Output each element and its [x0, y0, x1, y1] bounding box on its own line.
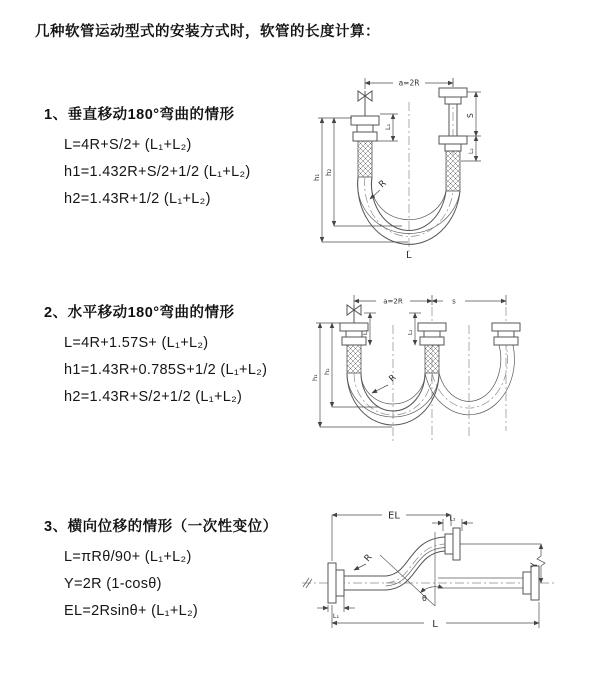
dim-label-l2: L₂: [468, 148, 475, 154]
section-2-formulas: [44, 330, 267, 411]
dim-label-l1: L₁: [363, 329, 369, 335]
section-2-heading: 2、水平移动180°弯曲的情形: [44, 305, 235, 321]
dim-label-y: Y: [530, 562, 540, 568]
dim-label-l: L: [432, 619, 438, 630]
radius-label: R: [387, 372, 399, 385]
valve-icon: [358, 91, 372, 116]
formula-line: h2=1.43R+S/2+1/2 (L₁+L₂): [64, 389, 243, 405]
formula-line: h2=1.43R+1/2 (L₁+L₂): [64, 191, 211, 207]
braided-hose-section: [446, 151, 460, 191]
formula-line: L=πRθ/90+ (L₁+L₂): [64, 549, 192, 565]
right-pipe-flange: [438, 566, 539, 600]
length-label: L: [406, 250, 412, 261]
hose-s-curve: [386, 537, 445, 590]
dim-label-l1: L₁: [384, 123, 392, 130]
dim-label-a2r: a=2R: [383, 297, 403, 306]
diagram-horizontal-180-bend: [308, 281, 588, 451]
braided-hose-section: [347, 345, 361, 373]
formula-line: h1=1.43R+0.785S+1/2 (L₁+L₂): [64, 362, 268, 378]
dim-label-h2: h₂: [325, 168, 333, 176]
dim-label-h1: h₁: [313, 173, 321, 181]
formula-line: h1=1.432R+S/2+1/2 (L₁+L₂): [64, 164, 251, 180]
dim-label-s: s: [452, 297, 456, 306]
upper-flange: [445, 528, 460, 560]
middle-pipe-flange: [418, 323, 446, 373]
angle-label-theta: θ: [422, 594, 427, 603]
right-pipe-flange: [439, 88, 467, 191]
section-vertical-180: [44, 103, 251, 213]
right-pipe-flange: [492, 323, 520, 345]
angle-construction: [380, 532, 443, 606]
formula-line: EL=2Rsinθ+ (L₁+L₂): [64, 603, 199, 619]
formula-line: L=4R+S/2+ (L₁+L₂): [64, 137, 192, 153]
diagram-lateral-displacement: [296, 498, 596, 646]
section-1-formulas: [44, 132, 251, 213]
page-title: 几种软管运动型式的安装方式时，软管的长度计算：: [35, 24, 380, 40]
radius-label: R: [377, 178, 389, 191]
dim-label-h2: h₂: [323, 368, 331, 375]
section-lateral-displacement: [44, 515, 278, 625]
dim-label-el: EL: [388, 510, 400, 522]
braided-hose-section: [425, 345, 439, 373]
dim-label-h1: h₁: [311, 374, 319, 381]
section-1-heading: 1、垂直移动180°弯曲的情形: [44, 107, 235, 123]
valve-icon: [347, 305, 361, 323]
section-horizontal-180: [44, 301, 267, 411]
dim-label-a2r: a=2R: [398, 78, 420, 88]
dim-label-l2: L₂: [408, 329, 414, 335]
braided-hose-section: [358, 141, 372, 177]
formula-line: Y=2R (1-cosθ): [64, 576, 162, 592]
section-3-formulas: [44, 544, 278, 625]
section-3-heading: 3、横向位移的情形（一次性变位）: [44, 519, 278, 535]
dim-label-l2: L₂: [449, 514, 456, 523]
formula-line: L=4R+1.57S+ (L₁+L₂): [64, 335, 209, 351]
dim-label-l1: L₁: [332, 612, 340, 620]
diagram-vertical-180-bend: [308, 66, 588, 261]
left-pipe-flange: [351, 116, 379, 177]
dim-label-s: S: [466, 113, 475, 118]
radius-label: R: [362, 552, 375, 565]
